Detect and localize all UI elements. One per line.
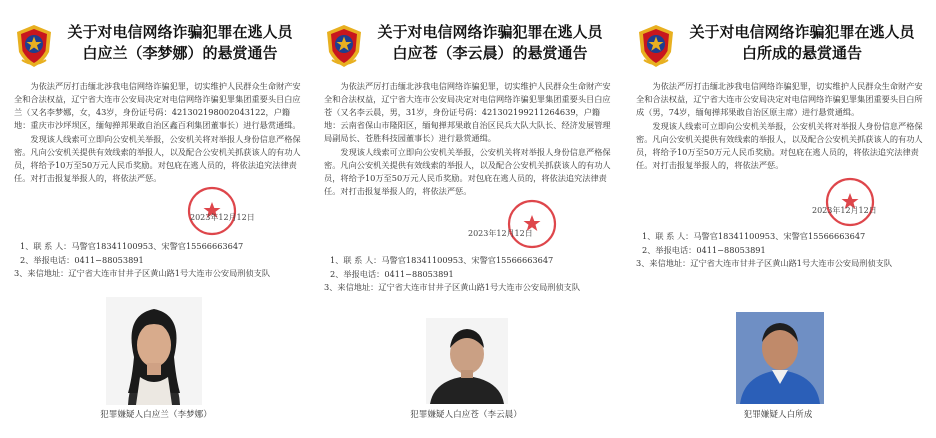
contact-person: 1、联 系 人：马警官18341100953、宋警官15566663647	[330, 255, 554, 265]
mail-address: 3、来信地址：辽宁省大连市甘井子区黄山路1号大连市公安局刑侦支队	[14, 268, 271, 278]
notice-bai-yinglan	[8, 0, 304, 438]
seal-date: 2023年12月12日	[812, 206, 877, 215]
suspect-caption: 犯罪嫌疑人白应兰（李梦娜）	[100, 410, 212, 420]
contact-person: 1、联 系 人：马警官18341100953、宋警官15566663647	[642, 231, 866, 241]
notice-title: 关于对电信网络诈骗犯罪在逃人员 白所成的悬赏通告	[689, 23, 915, 62]
notice-paragraph-1: 为依法严厉打击缅北涉我电信网络诈骗犯罪，切实维护人民群众生命财产安全和合法权益，辽宁省大连市公安局决定对电信网络诈骗犯罪集团重要头目白所成（男，74岁，缅甸掸邦果敢自治区原主席）进行悬赏通缉。	[636, 81, 923, 117]
notice-paragraph-2: 发现该人线索可立即向公安机关举报，公安机关将对举报人身份信息严格保密。凡向公安机关提供有效线索的举报人，以及配合公安机关抓获该人的有功人员，将给予10万至50万元人民币奖励。对包庇在逃人员的，将依法追究法律责任。对打击报复举报人的，将依法严惩。	[636, 121, 923, 170]
police-emblem-icon	[14, 24, 54, 68]
notice-paragraph-1: 为依法严厉打击缅北涉我电信网络诈骗犯罪，切实维护人民群众生命财产安全和合法权益，辽宁省大连市公安局决定对电信网络诈骗犯罪集团重要头目白应兰（又名李梦娜，女，43岁，身份证号码：421302198002043122，户籍地：重庆市沙坪坝区，缅甸掸邦果敢自治区鑫百利集团董事长）进行悬赏通缉。	[14, 81, 301, 130]
report-phone: 2、举报电话：0411−88053891	[20, 254, 144, 265]
notice-title: 关于对电信网络诈骗犯罪在逃人员 白应兰（李梦娜）的悬赏通告	[67, 23, 293, 62]
suspect-photo	[426, 318, 508, 404]
mail-address: 3、来信地址：辽宁省大连市甘井子区黄山路1号大连市公安局刑侦支队	[324, 282, 581, 292]
notice-paragraph-2: 发现该人线索可立即向公安机关举报，公安机关将对举报人身份信息严格保密。凡向公安机关提供有效线索的举报人，以及配合公安机关抓获该人的有功人员，将给予10万至50万元人民币奖励。对包庇在逃人员的，将依法追究法律责任。对打击报复举报人的，将依法严惩。	[14, 134, 301, 183]
contact-info	[636, 230, 924, 271]
contact-person: 1、联 系 人：马警官18341100953、宋警官15566663647	[20, 241, 244, 251]
suspect-caption: 犯罪嫌疑人白所成	[743, 410, 813, 420]
report-phone: 2、举报电话：0411−88053891	[642, 244, 766, 255]
notice-body	[636, 80, 924, 173]
seal-date: 2023年12月12日	[468, 229, 533, 238]
official-seal-icon	[506, 198, 558, 250]
seal-date: 2023年12月12日	[190, 213, 255, 222]
suspect-caption: 犯罪嫌疑人白应苍（李云晨）	[410, 410, 522, 420]
suspect-photo	[106, 297, 202, 405]
contact-info	[324, 254, 612, 295]
report-phone: 2、举报电话：0411−88053891	[330, 268, 454, 279]
notice-bai-yingcang	[318, 0, 614, 438]
notice-body	[14, 80, 302, 186]
mail-address: 3、来信地址：辽宁省大连市甘井子区黄山路1号大连市公安局刑侦支队	[636, 258, 893, 268]
notice-title: 关于对电信网络诈骗犯罪在逃人员 白应苍（李云晨）的悬赏通告	[377, 23, 603, 62]
notice-paragraph-2: 发现该人线索可立即向公安机关举报，公安机关将对举报人身份信息严格保密。凡向公安机关提供有效线索的举报人，以及配合公安机关抓获该人的有功人员，将给予10万至50万元人民币奖励。对包庇在逃人员的，将依法追究法律责任。对打击报复举报人的，将依法严惩。	[324, 147, 611, 196]
police-emblem-icon	[636, 24, 676, 68]
official-seal-icon	[186, 185, 238, 237]
notice-body	[324, 80, 612, 199]
contact-info	[14, 240, 302, 281]
notice-paragraph-1: 为依法严厉打击缅北涉我电信网络诈骗犯罪，切实维护人民群众生命财产安全和合法权益，辽宁省大连市公安局决定对电信网络诈骗犯罪集团重要头目白应苍（又名李云晨，男，31岁，身份证号码：421302199211264639，户籍地：云南省保山市隆阳区，缅甸掸邦果敢自治区民兵大队大队长、经济发展管理局副局长、苍胜科技园董事长）进行悬赏通缉。	[324, 81, 611, 143]
notice-bai-suocheng	[630, 0, 926, 438]
police-emblem-icon	[324, 24, 364, 68]
suspect-photo	[736, 312, 824, 404]
official-seal-icon	[824, 176, 876, 228]
